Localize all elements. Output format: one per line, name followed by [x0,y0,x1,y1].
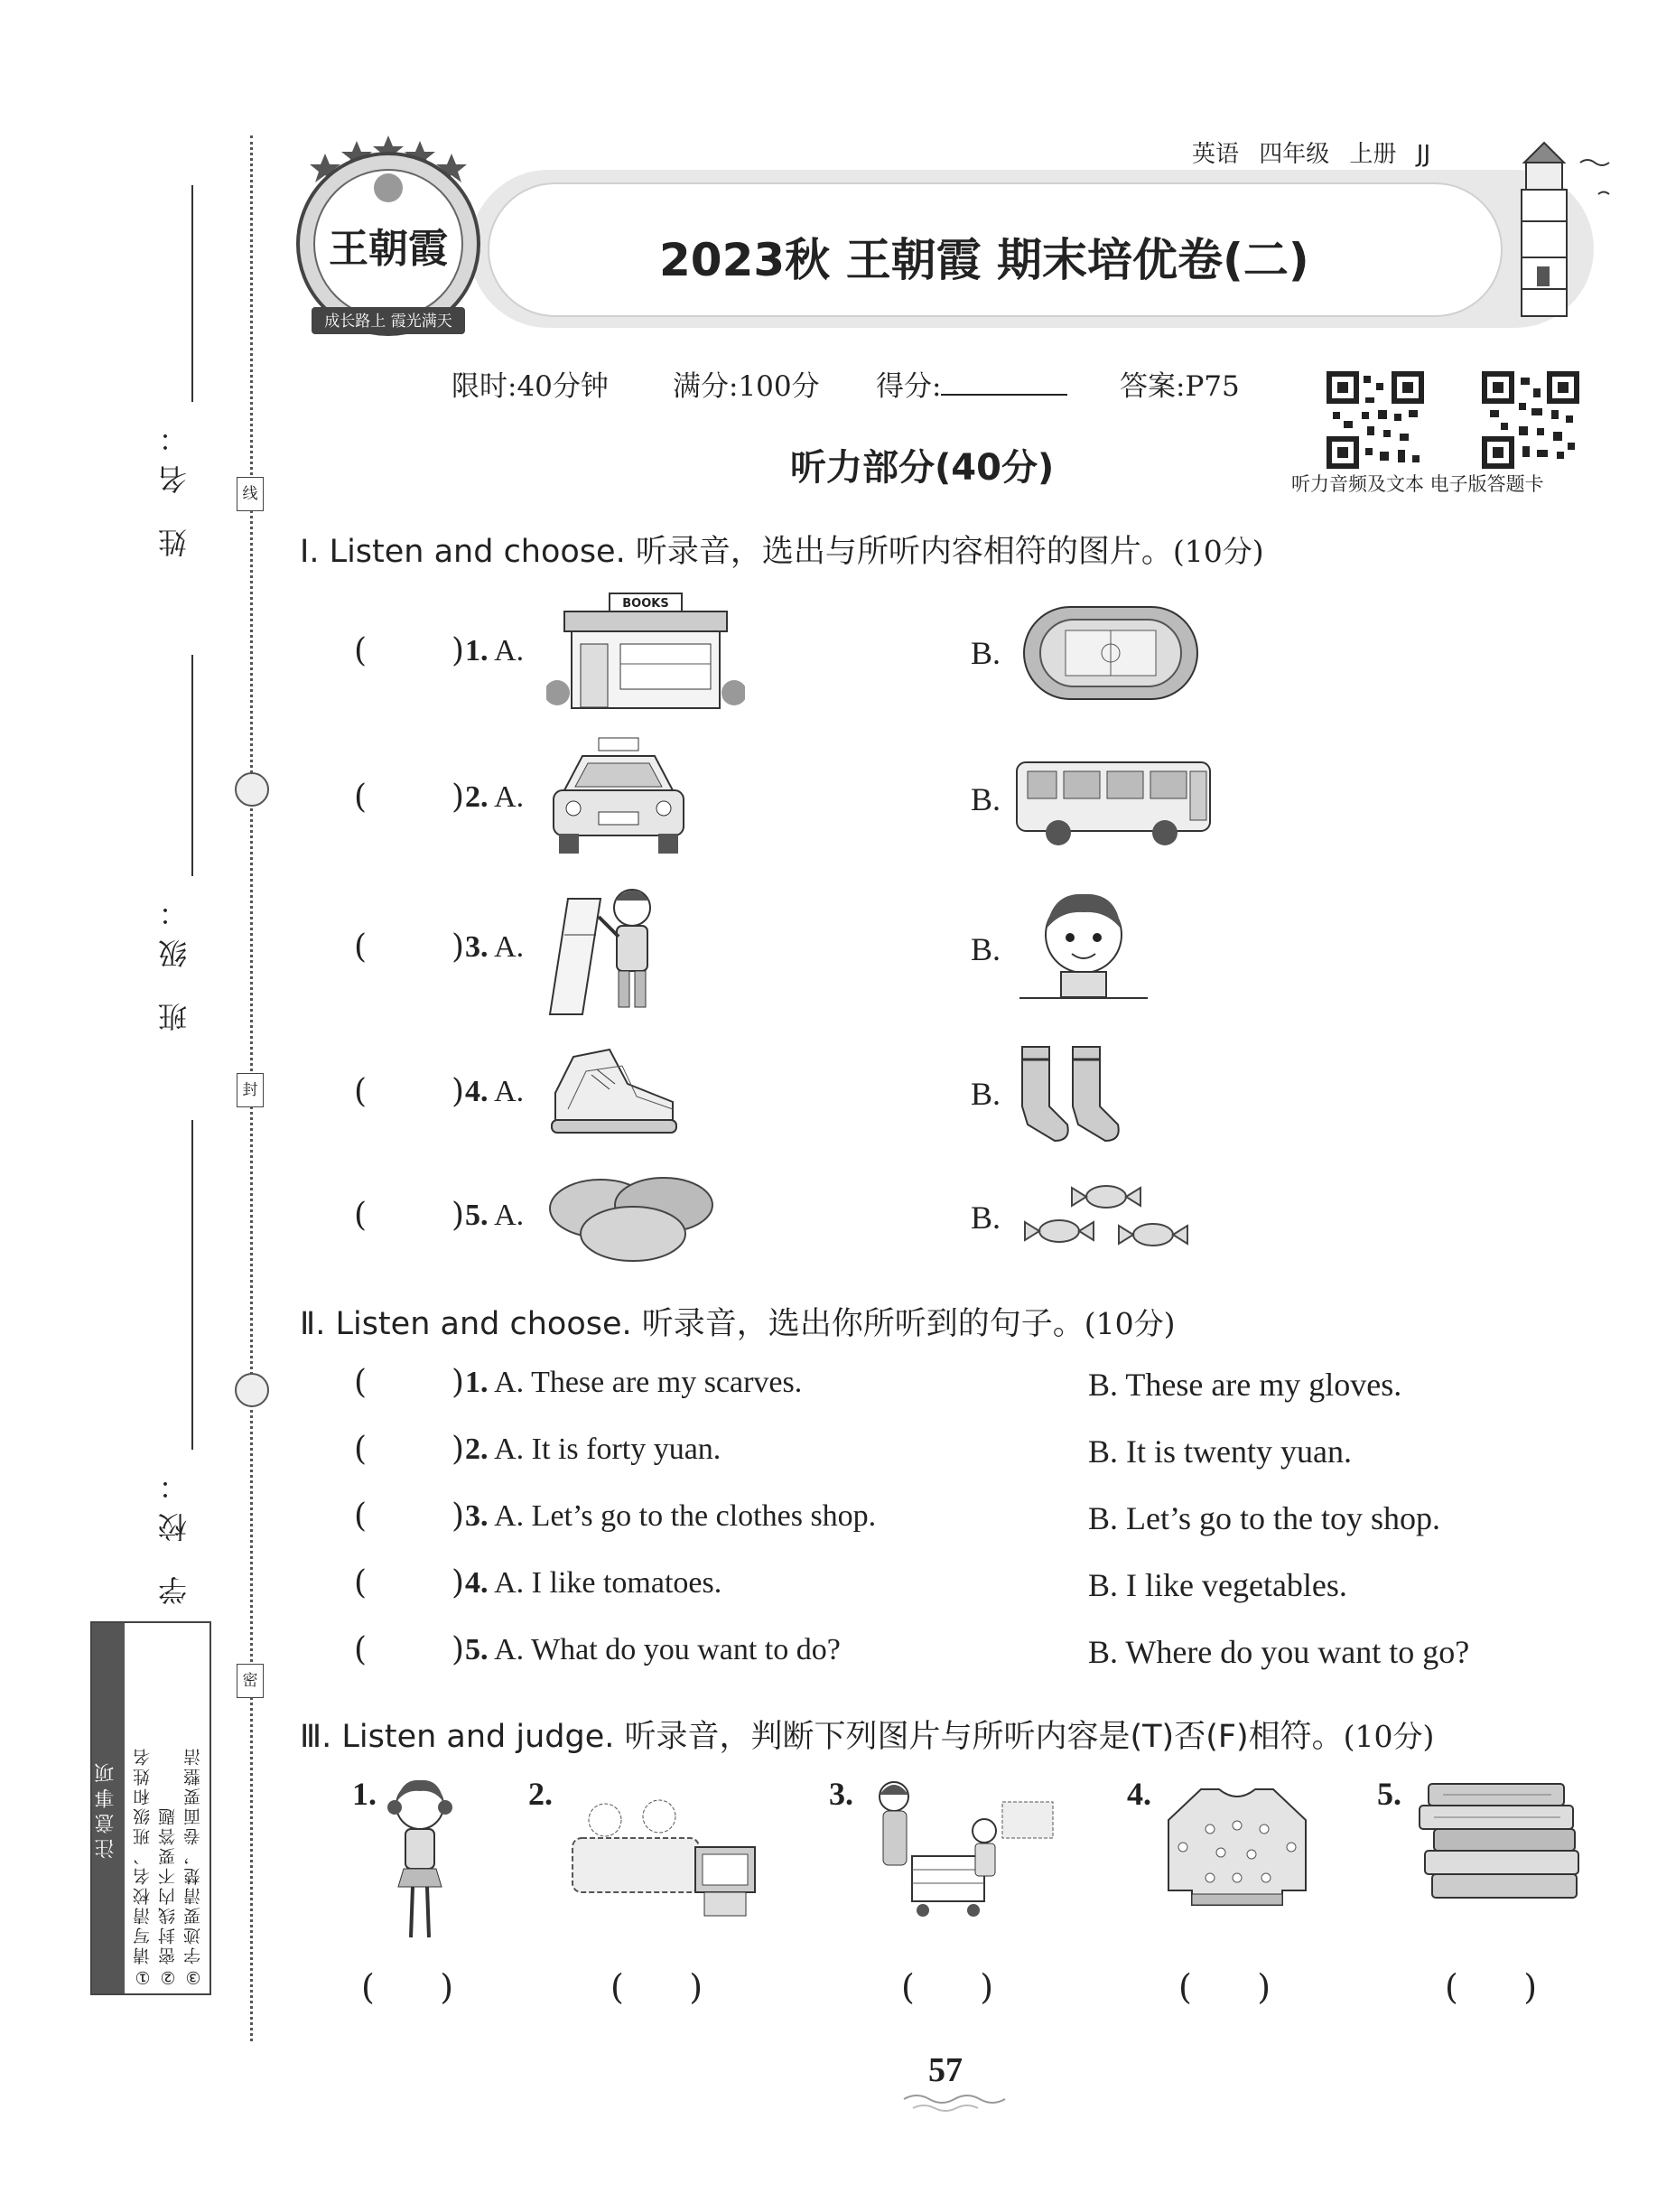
judge-answer-paren[interactable]: ( ) [901,1967,994,2007]
page-number: 57 [928,2051,963,2089]
class-field-line[interactable] [191,655,193,876]
answer-paren-close[interactable]: ) [451,779,465,816]
question-label: 1. A. These are my scarves. [465,1366,803,1399]
judge-answer-paren[interactable]: ( ) [610,1967,703,2007]
answer-paren-close[interactable]: ) [451,929,465,966]
answer-ref: 答案:P75 [1120,370,1240,403]
seal-char-secret: 密 [237,1664,264,1698]
answer-paren-open[interactable]: ( [354,1431,368,1468]
sweater-icon [1165,1784,1309,1910]
brand-logo-icon [275,126,483,343]
svg-text:王朝霞: 王朝霞 [329,226,448,272]
option-b-label: B. [971,781,1001,817]
candies-icon [1016,1179,1196,1260]
name-field-line[interactable] [191,185,193,402]
judge-number: 3. [829,1776,853,1812]
part2-title: Ⅱ. Listen and choose. 听录音，选出你所听到的句子。(10分) [300,1306,1176,1342]
judge-number: 2. [528,1776,553,1812]
judge-number: 4. [1127,1776,1151,1812]
answer-paren-open[interactable]: ( [354,1197,368,1234]
notice-head: 注意事项 [92,1623,125,1993]
qr-caption: 听力音频及文本 电子版答题卡 [1291,473,1544,495]
score-label: 得分: [876,363,1067,404]
class-label: 班 级： [157,885,191,1032]
notice-box [90,1621,211,1995]
answer-paren-close[interactable]: ) [451,1197,465,1234]
question-label: 4. A. I like tomatoes. [465,1566,722,1600]
time-limit: 限时:40分钟 [451,370,609,403]
page-title: 2023秋 王朝霞 期末培优卷(二) [659,234,1309,286]
question-label: 5. A. What do you want to do? [465,1633,841,1666]
answer-paren-close[interactable]: ) [451,1364,465,1401]
potatoes-icon [546,1174,718,1265]
full-score: 满分:100分 [673,370,820,403]
option-b-label: B. [971,931,1001,967]
option-b: B. These are my gloves. [1088,1367,1402,1403]
answer-paren-open[interactable]: ( [354,632,368,669]
taxi-icon [546,736,691,858]
question-label: 2. A. It is forty yuan. [465,1433,721,1466]
question-label: 5. A. [465,1199,525,1232]
answer-paren-open[interactable]: ( [354,929,368,966]
answer-paren-close[interactable]: ) [451,1073,465,1110]
answer-paren-open[interactable]: ( [354,1564,368,1601]
answer-paren-open[interactable]: ( [354,1364,368,1401]
seal-char-line: 线 [237,477,264,511]
option-b: B. Let’s go to the toy shop. [1088,1500,1440,1536]
socks-icon [1013,1043,1131,1147]
option-b: B. Where do you want to go? [1088,1634,1470,1670]
supermarket-shopping-icon [867,1775,1057,1928]
answer-paren-open[interactable]: ( [354,1073,368,1110]
answer-paren-open[interactable]: ( [354,1631,368,1668]
seal-char-seal: 封 [237,1073,264,1107]
girl-thinking-icon [384,1775,456,1946]
family-watching-tv-icon [569,1784,759,1919]
question-label: 4. A. [465,1075,525,1108]
answer-paren-close[interactable]: ) [451,1631,465,1668]
notice-line: ③字迹要清楚，卷面要整洁 [183,1746,203,1987]
notice-line: ①请写清校名、班级和姓名 [133,1746,153,1987]
question-label: 2. A. [465,780,525,814]
notice-line: ②密封线内不要答题 [158,1806,178,1987]
question-label: 3. A. [465,930,525,964]
school-field-line[interactable] [191,1120,193,1450]
books-stack-icon [1416,1775,1587,1901]
svg-text:成长路上 霞光满天: 成长路上 霞光满天 [324,313,452,331]
part3-title: Ⅲ. Listen and judge. 听录音，判断下列图片与所听内容是(T)否(F)相符。(10分) [300,1719,1435,1755]
answer-paren-open[interactable]: ( [354,779,368,816]
judge-number: 1. [352,1776,377,1812]
bookstore-icon [546,592,745,714]
binding-knot-icon [235,772,269,807]
answer-paren-open[interactable]: ( [354,1498,368,1535]
boy-drawing-icon [546,881,664,1016]
playground-icon [1020,603,1201,703]
answer-paren-close[interactable]: ) [451,1431,465,1468]
binding-knot-icon [235,1373,269,1407]
qr-code-icon[interactable] [1481,370,1580,470]
judge-answer-paren[interactable]: ( ) [1445,1967,1538,2007]
option-b-label: B. [971,1076,1001,1112]
answer-paren-close[interactable]: ) [451,1564,465,1601]
answer-paren-close[interactable]: ) [451,632,465,669]
option-b-label: B. [971,1199,1001,1236]
option-b-label: B. [971,635,1001,671]
course-meta: 英语 四年级 上册 JJ [1192,141,1431,168]
judge-answer-paren[interactable]: ( ) [1178,1967,1271,2007]
lighthouse-icon [1472,135,1643,325]
option-b: B. I like vegetables. [1088,1567,1347,1603]
section-title: 听力部分(40分) [790,447,1055,489]
answer-paren-close[interactable]: ) [451,1498,465,1535]
svg-text:BOOKS: BOOKS [622,597,669,611]
sneakers-icon [546,1039,682,1147]
judge-number: 5. [1377,1776,1401,1812]
bus-icon [1013,757,1216,847]
question-label: 3. A. Let’s go to the clothes shop. [465,1499,877,1533]
part1-title: Ⅰ. Listen and choose. 听录音，选出与所听内容相符的图片。(10分) [300,534,1264,570]
boy-reading-icon [1016,885,1151,1007]
question-label: 1. A. [465,634,525,667]
name-label: 姓 名： [157,411,191,558]
wave-ornament-icon [898,2088,1007,2115]
judge-answer-paren[interactable]: ( ) [361,1967,454,2007]
school-label: 学 校： [157,1459,191,1606]
qr-code-icon[interactable] [1326,370,1425,470]
option-b: B. It is twenty yuan. [1088,1433,1352,1470]
